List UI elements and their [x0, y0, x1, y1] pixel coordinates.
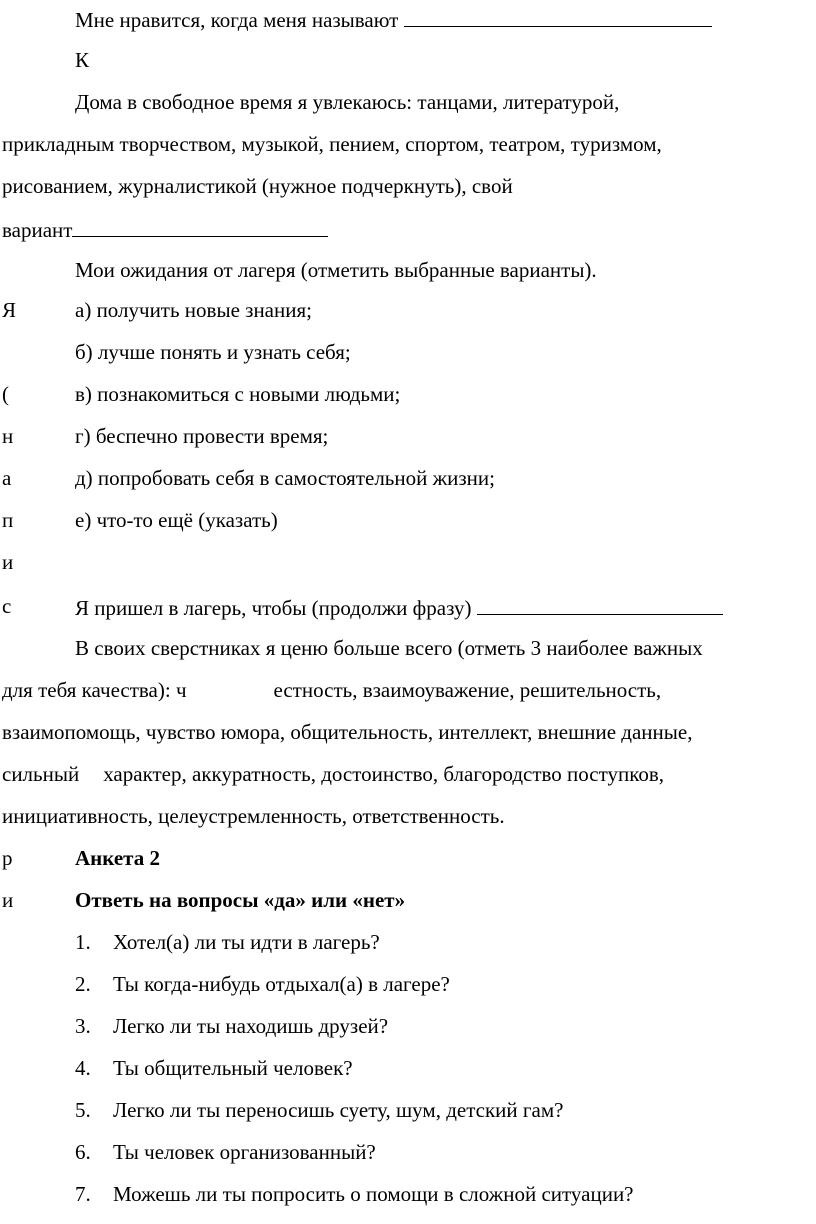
peers-line-2b: естность, взаимоуважение, решительность, — [273, 678, 662, 702]
question-2[interactable] — [75, 972, 450, 996]
expectations-heading-b: (отметить выбранные варианты). — [300, 258, 597, 282]
question-1[interactable] — [75, 930, 380, 954]
questionnaire-2-title: Анкета 2 — [75, 846, 160, 870]
expectations-heading-a: Мои ожидания от лагеря — [75, 258, 296, 282]
question-5-number: 5. — [75, 1098, 91, 1122]
question-5-text: Легко ли ты переносишь суету, шум, детский гам? — [113, 1098, 564, 1122]
question-7-number: 7. — [75, 1182, 91, 1206]
question-6-number: 6. — [75, 1140, 91, 1164]
margin-letter-5: п — [2, 508, 14, 532]
name-line — [75, 6, 712, 32]
came-phrase-line — [75, 594, 723, 620]
question-1-text: Хотел(а) ли ты идти в лагерь? — [113, 930, 380, 954]
question-7[interactable] — [75, 1182, 634, 1206]
question-3[interactable] — [75, 1014, 388, 1038]
question-6[interactable] — [75, 1140, 376, 1164]
hobby-line-1: Дома в свободное время я увлекаюсь: танцами, литературой, — [75, 90, 620, 114]
name-line-text: Мне нравится, когда меня называют — [75, 8, 399, 32]
question-3-text: Легко ли ты находишь друзей? — [113, 1014, 389, 1038]
hobby-line-2: прикладным творчеством, музыкой, пением, спортом, театром, туризмом, — [2, 132, 662, 156]
expectations-heading — [75, 258, 597, 282]
option-a[interactable]: а) получить новые знания; — [75, 298, 312, 322]
margin-letter-6: и — [2, 550, 14, 574]
letter-k: К — [75, 48, 90, 72]
option-f[interactable]: е) что-то ещё (указать) — [75, 508, 278, 532]
hobby-variant-label: вариант — [2, 218, 73, 242]
peers-line-2a: для тебя качества): ч — [2, 678, 187, 702]
came-phrase-text: Я пришел в лагерь, чтобы (продолжи фразу) — [75, 596, 472, 620]
margin-letter-2: ( — [2, 382, 9, 406]
margin-letter-3: н — [2, 424, 14, 448]
hobby-line-4 — [2, 216, 328, 242]
question-7-text: Можешь ли ты попросить о помощи в сложной ситуации? — [113, 1182, 634, 1206]
peers-line-2 — [2, 678, 661, 702]
question-4[interactable] — [75, 1056, 353, 1080]
question-2-text: Ты когда-нибудь отдыхал(а) в лагере? — [113, 972, 450, 996]
peers-line-5: инициативность, целеустремленность, ответственность. — [2, 804, 505, 828]
margin-letter-8: р — [2, 846, 13, 870]
peers-line-4 — [2, 762, 664, 786]
option-e[interactable]: д) попробовать себя в самостоятельной жизни; — [75, 466, 495, 490]
margin-letter-9: и — [2, 888, 14, 912]
question-4-text: Ты общительный человек? — [113, 1056, 353, 1080]
name-blank[interactable] — [404, 6, 712, 27]
question-5[interactable] — [75, 1098, 563, 1122]
questionnaire-2-instruction: Ответь на вопросы «да» или «нет» — [75, 888, 406, 912]
question-4-number: 4. — [75, 1056, 91, 1080]
peers-line-4b: характер, аккуратность, достоинство, благородство поступков, — [103, 762, 665, 786]
peers-line-4a: сильный — [2, 762, 80, 786]
peers-line-1: В своих сверстниках я ценю больше всего (отметь 3 наиболее важных — [75, 636, 703, 660]
came-phrase-blank[interactable] — [477, 594, 723, 615]
option-d[interactable]: г) беспечно провести время; — [75, 424, 329, 448]
hobby-line-3: рисованием, журналистикой (нужное подчеркнуть), свой — [2, 174, 513, 198]
option-b[interactable]: б) лучше понять и узнать себя; — [75, 340, 351, 364]
question-6-text: Ты человек организованный? — [113, 1140, 376, 1164]
question-3-number: 3. — [75, 1014, 91, 1038]
question-1-number: 1. — [75, 930, 91, 954]
margin-letter-1: Я — [2, 298, 17, 322]
hobby-variant-blank[interactable] — [72, 216, 328, 237]
option-c[interactable]: в) познакомиться с новыми людьми; — [75, 382, 401, 406]
peers-line-3: взаимопомощь, чувство юмора, общительность, интеллект, внешние данные, — [2, 720, 693, 744]
margin-letter-4: а — [2, 466, 12, 490]
margin-letter-7: с — [2, 594, 12, 618]
question-2-number: 2. — [75, 972, 91, 996]
